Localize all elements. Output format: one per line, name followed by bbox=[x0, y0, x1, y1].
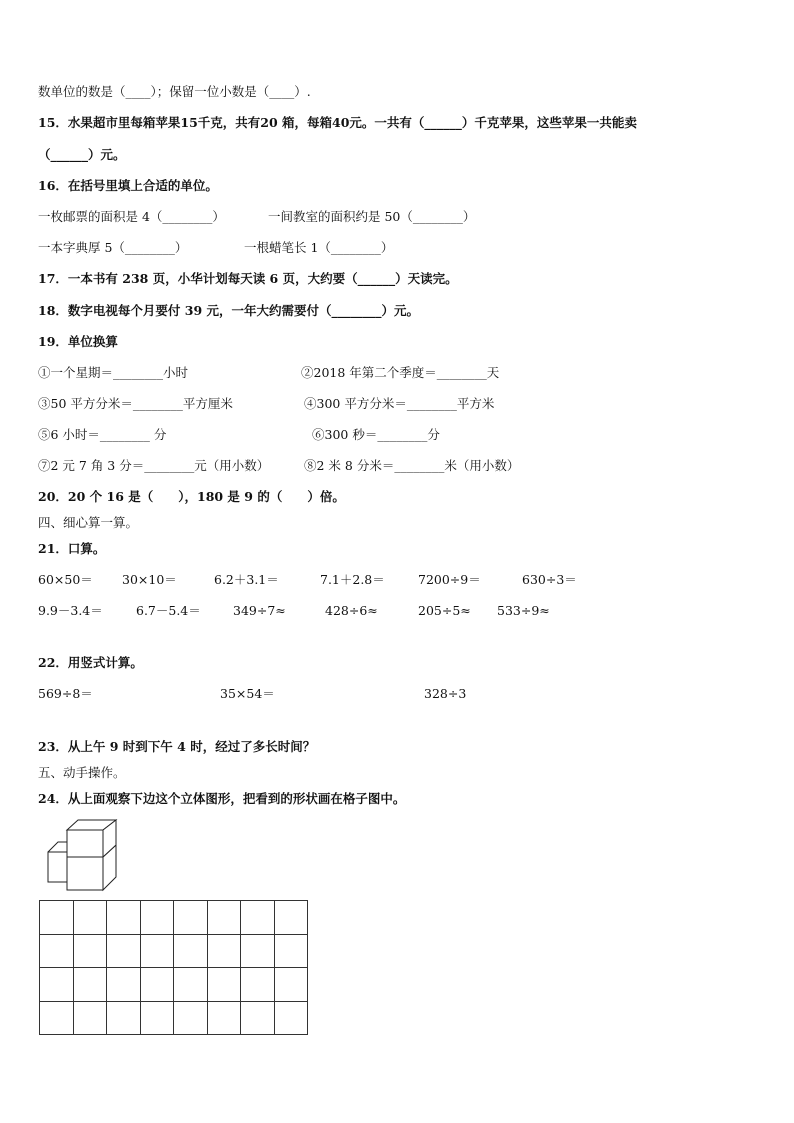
conversion-2: ②2018 年第二个季度＝________天 bbox=[301, 365, 500, 380]
oral-calc-item: 349÷7≈ bbox=[233, 603, 286, 618]
question-17: 17．一本书有 238 页，小华计划每天读 6 页，大约要（______）天读完。 bbox=[38, 271, 458, 286]
grid-cell[interactable] bbox=[241, 968, 275, 1002]
conversion-5: ⑤6 小时＝________ 分 bbox=[38, 427, 167, 442]
conversion-8: ⑧2 米 8 分米＝________米（用小数） bbox=[304, 458, 520, 473]
grid-cell[interactable] bbox=[140, 934, 174, 968]
grid-cell[interactable] bbox=[274, 968, 308, 1002]
oral-calc-item: 60×50＝ bbox=[38, 572, 93, 587]
drawing-grid[interactable] bbox=[39, 900, 308, 1035]
oral-calc-item: 9.9－3.4＝ bbox=[38, 603, 103, 618]
grid-cell[interactable] bbox=[40, 1001, 74, 1035]
q16-item-3: 一本字典厚 5（________） bbox=[38, 240, 188, 255]
grid-cell[interactable] bbox=[174, 968, 208, 1002]
grid-row bbox=[40, 1001, 308, 1035]
grid-row bbox=[40, 934, 308, 968]
grid-cell[interactable] bbox=[140, 901, 174, 935]
question-20: 20．20 个 16 是（ ），180 是 9 的（ ）倍。 bbox=[38, 489, 345, 504]
grid-cell[interactable] bbox=[274, 1001, 308, 1035]
conversion-7: ⑦2 元 7 角 3 分＝________元（用小数） bbox=[38, 458, 270, 473]
q16-item-1: 一枚邮票的面积是 4（________） bbox=[38, 209, 225, 224]
line-1: 数单位的数是（____）；保留一位小数是（____）. bbox=[38, 84, 311, 99]
grid-cell[interactable] bbox=[207, 934, 241, 968]
grid-cell[interactable] bbox=[40, 901, 74, 935]
q16-item-2: 一间教室的面积约是 50（________） bbox=[268, 209, 476, 224]
grid-cell[interactable] bbox=[207, 901, 241, 935]
grid-cell[interactable] bbox=[73, 934, 107, 968]
oral-calc-item: 428÷6≈ bbox=[325, 603, 378, 618]
grid-row bbox=[40, 901, 308, 935]
vertical-calc-item: 328÷3 bbox=[424, 686, 467, 701]
grid-cell[interactable] bbox=[241, 934, 275, 968]
q16-item-4: 一根蜡笔长 1（________） bbox=[244, 240, 394, 255]
grid-cell[interactable] bbox=[73, 968, 107, 1002]
conversion-6: ⑥300 秒＝________分 bbox=[312, 427, 440, 442]
section-4-heading: 四、细心算一算。 bbox=[38, 515, 139, 530]
grid-row bbox=[40, 968, 308, 1002]
question-16: 16．在括号里填上合适的单位。 bbox=[38, 178, 218, 193]
grid-cell[interactable] bbox=[174, 1001, 208, 1035]
oral-calc-item: 533÷9≈ bbox=[497, 603, 550, 618]
grid-cell[interactable] bbox=[241, 901, 275, 935]
grid-cell[interactable] bbox=[207, 968, 241, 1002]
stacked-cubes-figure bbox=[40, 815, 120, 895]
grid-cell[interactable] bbox=[140, 968, 174, 1002]
section-5-heading: 五、动手操作。 bbox=[38, 765, 126, 780]
grid-cell[interactable] bbox=[140, 1001, 174, 1035]
conversion-1: ①一个星期＝________小时 bbox=[38, 365, 189, 380]
grid-cell[interactable] bbox=[207, 1001, 241, 1035]
oral-calc-item: 6.2＋3.1＝ bbox=[214, 572, 279, 587]
question-19: 19．单位换算 bbox=[38, 334, 118, 349]
grid-cell[interactable] bbox=[107, 934, 141, 968]
oral-calc-item: 7200÷9＝ bbox=[418, 572, 481, 587]
grid-cell[interactable] bbox=[174, 934, 208, 968]
oral-calc-item: 30×10＝ bbox=[122, 572, 177, 587]
oral-calc-item: 205÷5≈ bbox=[418, 603, 471, 618]
question-24: 24．从上面观察下边这个立体图形，把看到的形状画在格子图中。 bbox=[38, 791, 406, 806]
grid-cell[interactable] bbox=[73, 1001, 107, 1035]
question-23: 23．从上午 9 时到下午 4 时，经过了多长时间？ bbox=[38, 739, 316, 754]
oral-calc-item: 6.7－5.4＝ bbox=[136, 603, 201, 618]
grid-cell[interactable] bbox=[241, 1001, 275, 1035]
question-15-cont: （______）元。 bbox=[38, 147, 126, 162]
grid-cell[interactable] bbox=[107, 901, 141, 935]
grid-cell[interactable] bbox=[107, 968, 141, 1002]
question-15: 15．水果超市里每箱苹果15千克，共有20 箱，每箱40元。一共有（______）千克苹果，这些苹果一共能卖 bbox=[38, 115, 637, 130]
conversion-4: ④300 平方分米＝________平方米 bbox=[304, 396, 495, 411]
grid-cell[interactable] bbox=[274, 901, 308, 935]
conversion-3: ③50 平方分米＝________平方厘米 bbox=[38, 396, 233, 411]
grid-cell[interactable] bbox=[73, 901, 107, 935]
grid-cell[interactable] bbox=[174, 901, 208, 935]
vertical-calc-item: 569÷8＝ bbox=[38, 686, 93, 701]
question-22: 22．用竖式计算。 bbox=[38, 655, 143, 670]
oral-calc-item: 7.1＋2.8＝ bbox=[320, 572, 385, 587]
grid-cell[interactable] bbox=[40, 934, 74, 968]
grid-cell[interactable] bbox=[274, 934, 308, 968]
vertical-calc-item: 35×54＝ bbox=[220, 686, 275, 701]
question-21: 21．口算。 bbox=[38, 541, 106, 556]
oral-calc-item: 630÷3＝ bbox=[522, 572, 577, 587]
grid-cell[interactable] bbox=[40, 968, 74, 1002]
grid-cell[interactable] bbox=[107, 1001, 141, 1035]
question-18: 18．数字电视每个月要付 39 元，一年大约需要付（________）元。 bbox=[38, 303, 419, 318]
